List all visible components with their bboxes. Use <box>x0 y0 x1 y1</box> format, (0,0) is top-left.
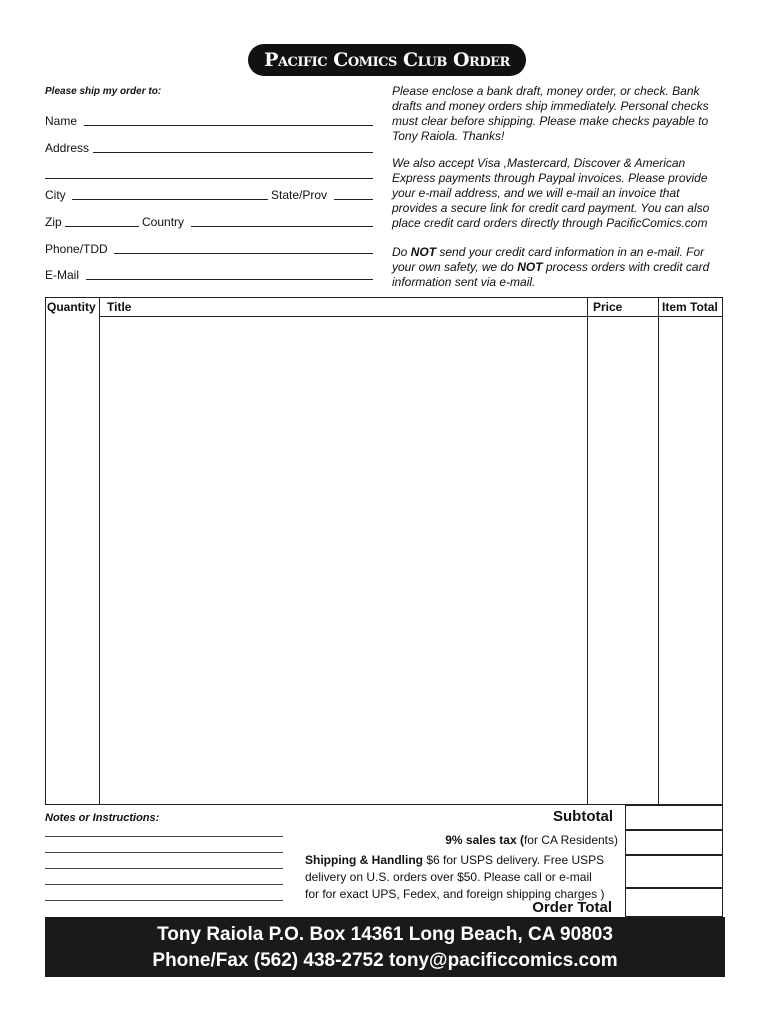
zip-field[interactable] <box>65 226 139 227</box>
order-total-label: Order Total <box>532 899 612 916</box>
email-warning: Do NOT send your credit card information in an e-mail. For your own safety, we do NOT process orders with credit card information sent via e-mail. <box>392 245 710 289</box>
phone-field[interactable] <box>114 253 373 254</box>
address-label: Address <box>45 141 90 155</box>
title-header: Title <box>107 300 132 314</box>
order-table <box>45 297 723 805</box>
quantity-divider <box>99 298 100 804</box>
name-field[interactable] <box>84 125 373 126</box>
tax-label: 9% sales tax (for CA Residents) <box>445 833 618 847</box>
contact-footer <box>45 917 725 977</box>
item-total-header: Item Total <box>662 300 718 314</box>
notes-label: Notes or Instructions: <box>45 812 160 824</box>
order-total-box[interactable] <box>625 888 723 917</box>
notes-line-2[interactable] <box>45 852 283 853</box>
city-label: City <box>45 188 66 202</box>
country-field[interactable] <box>191 226 373 227</box>
subtotal-label: Subtotal <box>553 808 613 825</box>
name-label: Name <box>45 114 78 128</box>
tax-box[interactable] <box>625 830 723 855</box>
phone-label: Phone/TDD <box>45 242 108 256</box>
ship-to-label: Please ship my order to: <box>45 86 162 97</box>
state-field[interactable] <box>334 199 373 200</box>
payment-instructions: Please enclose a bank draft, money order, or check. Bank drafts and money orders ship immediately. Personal checks must clear before shipping. Please make checks payable to Tony Raiola. Thanks! <box>392 84 709 143</box>
header-rule <box>99 316 722 317</box>
credit-card-instructions: We also accept Visa ,Mastercard, Discover & American Express payments through Paypal invoices. Please provide your e-mail address, and we will e-mail an invoice that provides a secure link for credit card payment. You can also place credit card orders directly through PacificComics.com <box>392 156 710 230</box>
country-label: Country <box>142 215 185 229</box>
shipping-box[interactable] <box>625 855 723 888</box>
address-field[interactable] <box>93 152 373 153</box>
shipping-label: Shipping & Handling $6 for USPS delivery. Free USPS delivery on U.S. orders over $50. Please call or e-mail for for exact UPS, Fedex, and foreign shipping charges ) <box>305 853 605 901</box>
notes-line-1[interactable] <box>45 836 283 837</box>
price-header: Price <box>593 300 623 314</box>
quantity-header: Quantity <box>47 300 96 314</box>
notes-line-3[interactable] <box>45 868 283 869</box>
email-field[interactable] <box>86 279 373 280</box>
total-divider <box>658 298 659 804</box>
city-field[interactable] <box>72 199 268 200</box>
footer-address: Tony Raiola P.O. Box 14361 Long Beach, CA 90803 <box>157 924 613 945</box>
notes-line-4[interactable] <box>45 884 283 885</box>
email-label: E-Mail <box>45 268 80 282</box>
zip-label: Zip <box>45 215 62 229</box>
subtotal-box[interactable] <box>625 805 723 830</box>
state-label: State/Prov <box>271 188 328 202</box>
form-title: Pacific Comics Club Order Form <box>248 44 526 76</box>
address-field-line2[interactable] <box>45 178 373 179</box>
footer-contact: Phone/Fax (562) 438-2752 tony@pacificcomics.com <box>152 950 618 971</box>
price-divider <box>587 298 588 804</box>
notes-line-5[interactable] <box>45 900 283 901</box>
